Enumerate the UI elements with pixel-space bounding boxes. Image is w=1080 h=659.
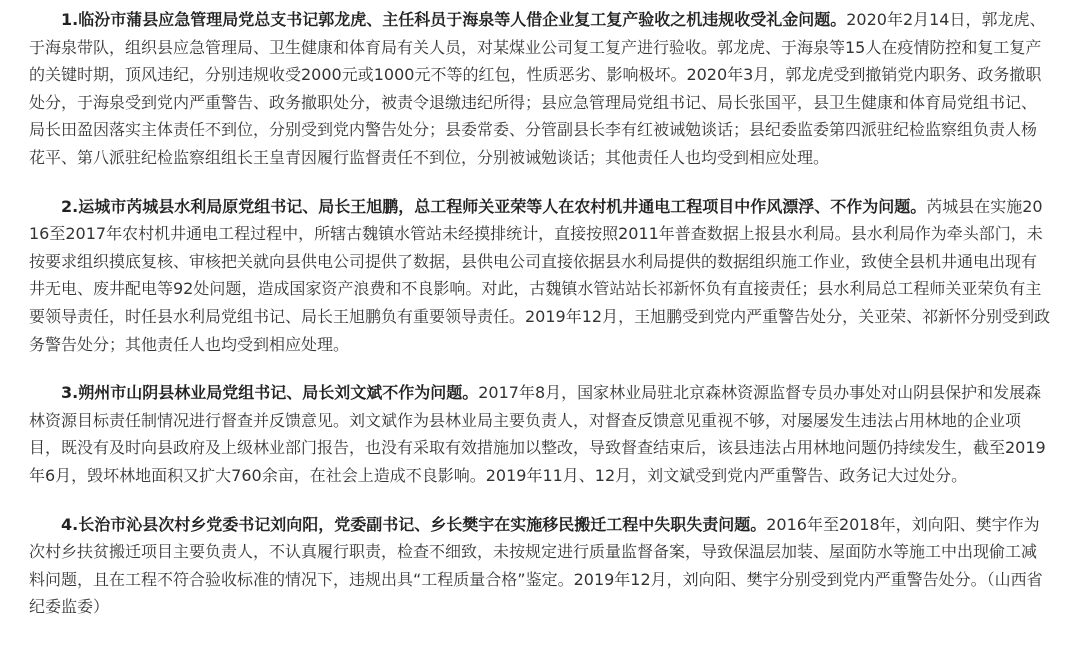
- case-3-body: 2017年8月，国家林业局驻北京森林资源监督专员办事处对山阴县保护和发展森林资源目标责任制情况进行督查并反馈意见。刘文斌作为县林业局主要负责人，对督查反馈意见重视不够，对屡屡发生违法占用林地的企业项目，既没有及时向县政府及上级林业部门报告，也没有采取有效措施加以整改，导致督查结束后，该县违法占用林地问题仍持续发生，截至2019年6月，毁坏林地面积又扩大760余亩，在社会上造成不良影响。2019年11月、12月，刘文斌受到党内严重警告、政务记大过处分。: [29, 383, 1046, 485]
- case-1-body: 2020年2月14日，郭龙虎、于海泉带队，组织县应急管理局、卫生健康和体育局有关人员，对某煤业公司复工复产进行验收。郭龙虎、于海泉等15人在疫情防控和复工复产的关键时期，顶风违纪，分别违规收受2000元或1000元不等的红包，性质恶劣、影响极坏。2020年3月，郭龙虎受到撤销党内职务、政务撤职处分，于海泉受到党内严重警告、政务撤职处分，被责令退缴违纪所得；县应急管理局党组书记、局长张国平，县卫生健康和体育局党组书记、局长田盈因落实主体责任不到位，分别受到党内警告处分；县委常委、分管副县长李有红被诫勉谈话；县纪委监委第四派驻纪检监察组负责人杨花平、第八派驻纪检监察组组长王皇青因履行监督责任不到位，分别被诫勉谈话；其他责任人也均受到相应处理。: [29, 10, 1046, 167]
- case-3-title: 3.朔州市山阴县林业局党组书记、局长刘文斌不作为问题。: [61, 383, 479, 403]
- case-paragraph-4: [29, 511, 1051, 621]
- case-2-title: 2.运城市芮城县水利局原党组书记、局长王旭鹏，总工程师关亚荣等人在农村机井通电工程项目中作风漂浮、不作为问题。: [61, 196, 927, 216]
- case-4-title: 4.长治市沁县次村乡党委书记刘向阳，党委副书记、乡长樊宇在实施移民搬迁工程中失职失责问题。: [61, 514, 767, 534]
- case-4-body: 2016年至2018年，刘向阳、樊宇作为次村乡扶贫搬迁项目主要负责人，不认真履行职责，检查不细致，未按规定进行质量监督备案，导致保温层加装、屋面防水等施工中出现偷工减料问题，且在工程不符合验收标准的情况下，违规出具“工程质量合格”鉴定。2019年12月，刘向阳、樊宇分别受到党内严重警告处分。（山西省纪委监委）: [29, 514, 1043, 617]
- case-paragraph-3: [29, 379, 1051, 489]
- case-paragraph-1: [29, 6, 1051, 172]
- case-2-body: 芮城县在实施2016至2017年农村机井通电工程过程中，所辖古魏镇水管站未经摸排统计，直接按照2011年普查数据上报县水利局。县水利局作为牵头部门，未按要求组织摸底复核、审核把关就向县供电公司提供了数据，县供电公司直接依据县水利局提供的数据组织施工作业，致使全县机井通电出现有井无电、废井配电等92处问题，造成国家资产浪费和不良影响。对此，古魏镇水管站站长祁新怀负有直接责任；县水利局总工程师关亚荣负有主要领导责任，时任县水利局党组书记、局长王旭鹏负有重要领导责任。2019年12月，王旭鹏受到党内严重警告处分，关亚荣、祁新怀分别受到政务警告处分；其他责任人也均受到相应处理。: [29, 196, 1051, 354]
- case-paragraph-2: [29, 193, 1051, 359]
- case-1-title: 1.临汾市蒲县应急管理局党总支书记郭龙虎、主任科员于海泉等人借企业复工复产验收之机违规收受礼金问题。: [61, 10, 847, 29]
